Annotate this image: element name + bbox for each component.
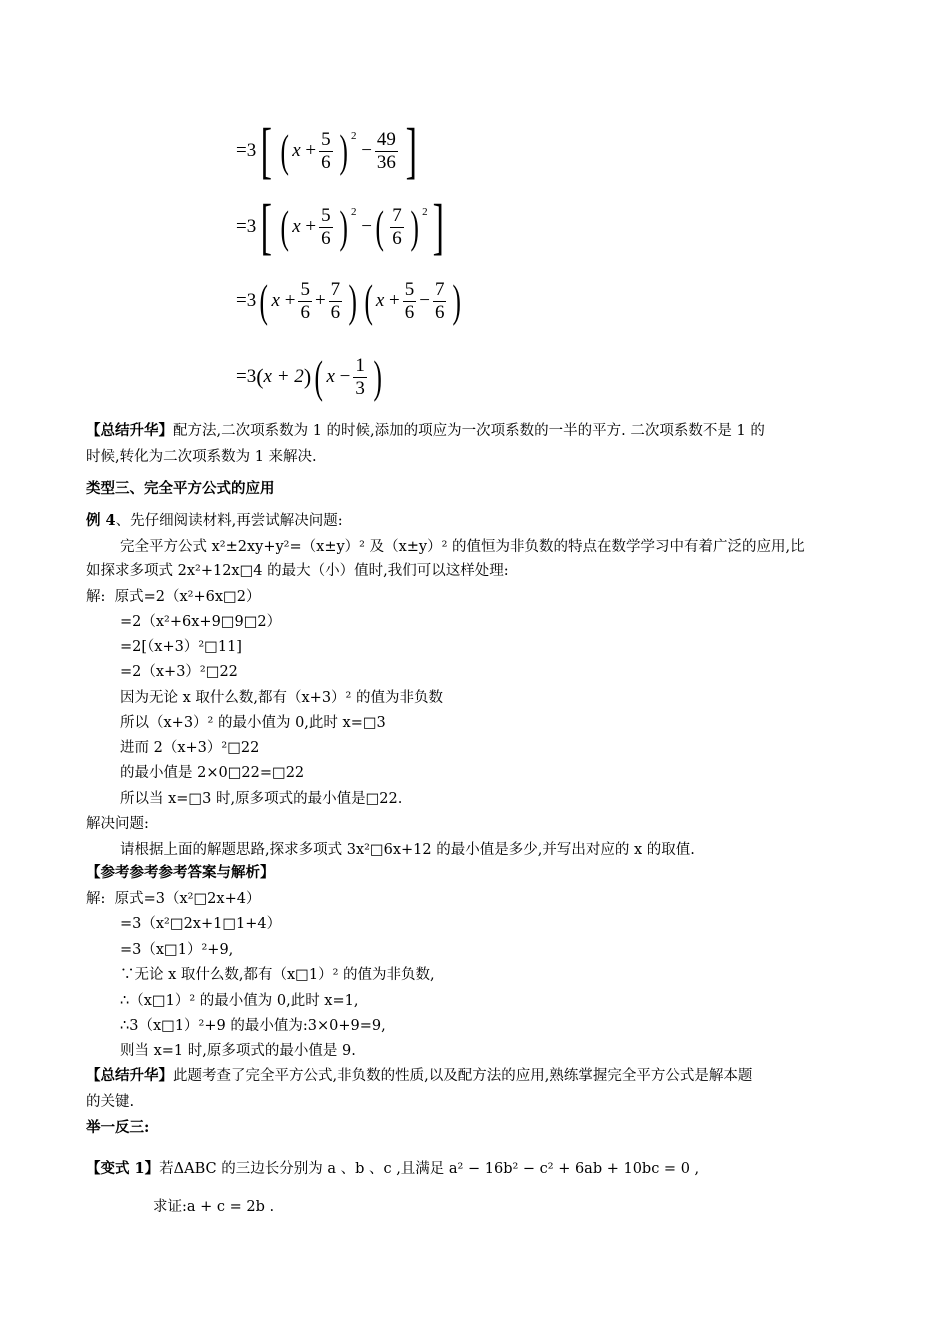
answer-line: =3（x²□2x+1□1+4） — [120, 916, 282, 932]
summary-1-line-1: 【总结升华】配方法,二次项系数为 1 的时候,添加的项应为一次项系数的一半的平方. 二次项系数不是 1 的 — [86, 422, 765, 439]
math-step-2: =3 [ ( x + $\frac{5}{6}$ ) $^2$ − ( $\frac{7}{6}$ ) $^2$ ] — [236, 193, 444, 261]
solution-line: 因为无论 x 取什么数,都有（x+3）² 的值为非负数 — [120, 690, 443, 706]
close-bracket: ] — [405, 117, 417, 185]
answer-line: =3（x□1）²+9, — [120, 942, 234, 958]
section-title: 类型三、完全平方公式的应用 — [86, 480, 275, 497]
open-bracket: [ — [260, 117, 273, 185]
summary-2-line-2: 的关键. — [86, 1094, 135, 1110]
answer-line: ∴3（x□1）²+9 的最小值为:3×0+9=9, — [120, 1018, 386, 1034]
close-paren: ) — [339, 125, 348, 176]
answer-title: 【参考参考参考答案与解析】 — [86, 864, 275, 881]
solution-line: 进而 2（x+3）²□22 — [120, 740, 260, 756]
example-4-para-1: 完全平方公式 x²±2xy+y²=（x±y）² 及（x±y）² 的值恒为非负数的特点在数学学习中有着广泛的应用,比 — [120, 539, 805, 555]
answer-solution-line: 解: 原式=3（x²□2x+4） — [86, 891, 261, 907]
math-step-1: =3 [ ( x + $\frac{5}{6}$ ) $^2$ − $\frac{49}{36}$ ] — [236, 117, 417, 185]
answer-line: 则当 x=1 时,原多项式的最小值是 9. — [120, 1043, 356, 1059]
fraction: $\frac{49}{36}$ — [376, 128, 396, 173]
example-4-para-2: 如探求多项式 2x²+12x□4 的最大（小）值时,我们可以这样处理: — [86, 563, 509, 579]
practice-title: 举一反三: — [86, 1119, 150, 1136]
step-lead: =3 — [236, 140, 257, 161]
answer-line: ∵无论 x 取什么数,都有（x□1）² 的值为非负数, — [120, 967, 435, 983]
summary-1-line-2: 时候,转化为二次项系数为 1 来解决. — [86, 449, 317, 465]
fraction: $\frac{5}{6}$ — [321, 128, 331, 173]
math-step-3: =3 ( x + $\frac{5}{6}$ + $\frac{7}{6}$ ) ( x + $\frac{5}{6}$ − $\frac{7}{6}$ ) — [236, 275, 462, 326]
solution-line: =2（x²+6x+9□9□2） — [120, 614, 282, 630]
variant-1: 【变式 1】若ΔABC 的三边长分别为 a 、b 、c ,且满足 a² − 16b² − c² + 6ab + 10bc = 0 , — [86, 1160, 700, 1177]
example-4-solution-line: 解: 原式=2（x²+6x□2） — [86, 589, 261, 605]
problem-label: 解决问题: — [86, 816, 149, 832]
math-step-4: =3 ( x + 2 ) ( x − $\frac{1}{3}$ ) — [236, 351, 382, 402]
variant-1-prove: 求证:a + c = 2b . — [153, 1199, 275, 1215]
problem-text: 请根据上面的解题思路,探求多项式 3x²□6x+12 的最小值是多少,并写出对应的 x 的取值. — [120, 842, 695, 858]
answer-line: ∴（x□1）² 的最小值为 0,此时 x=1, — [120, 993, 359, 1009]
summary-2-line-1: 【总结升华】此题考查了完全平方公式,非负数的性质,以及配方法的应用,熟练掌握完全平方公式是解本题 — [86, 1067, 753, 1084]
open-paren: ( — [280, 125, 289, 176]
example-4-heading: 例 4、先仔细阅读材料,再尝试解决问题: — [86, 512, 343, 529]
solution-line: =2[（x+3）²□11] — [120, 639, 242, 655]
solution-line: 所以当 x=□3 时,原多项式的最小值是□22. — [120, 791, 403, 807]
solution-line: =2（x+3）²□22 — [120, 664, 238, 680]
solution-line: 的最小值是 2×0□22=□22 — [120, 765, 305, 781]
solution-line: 所以（x+3）² 的最小值为 0,此时 x=□3 — [120, 715, 386, 731]
